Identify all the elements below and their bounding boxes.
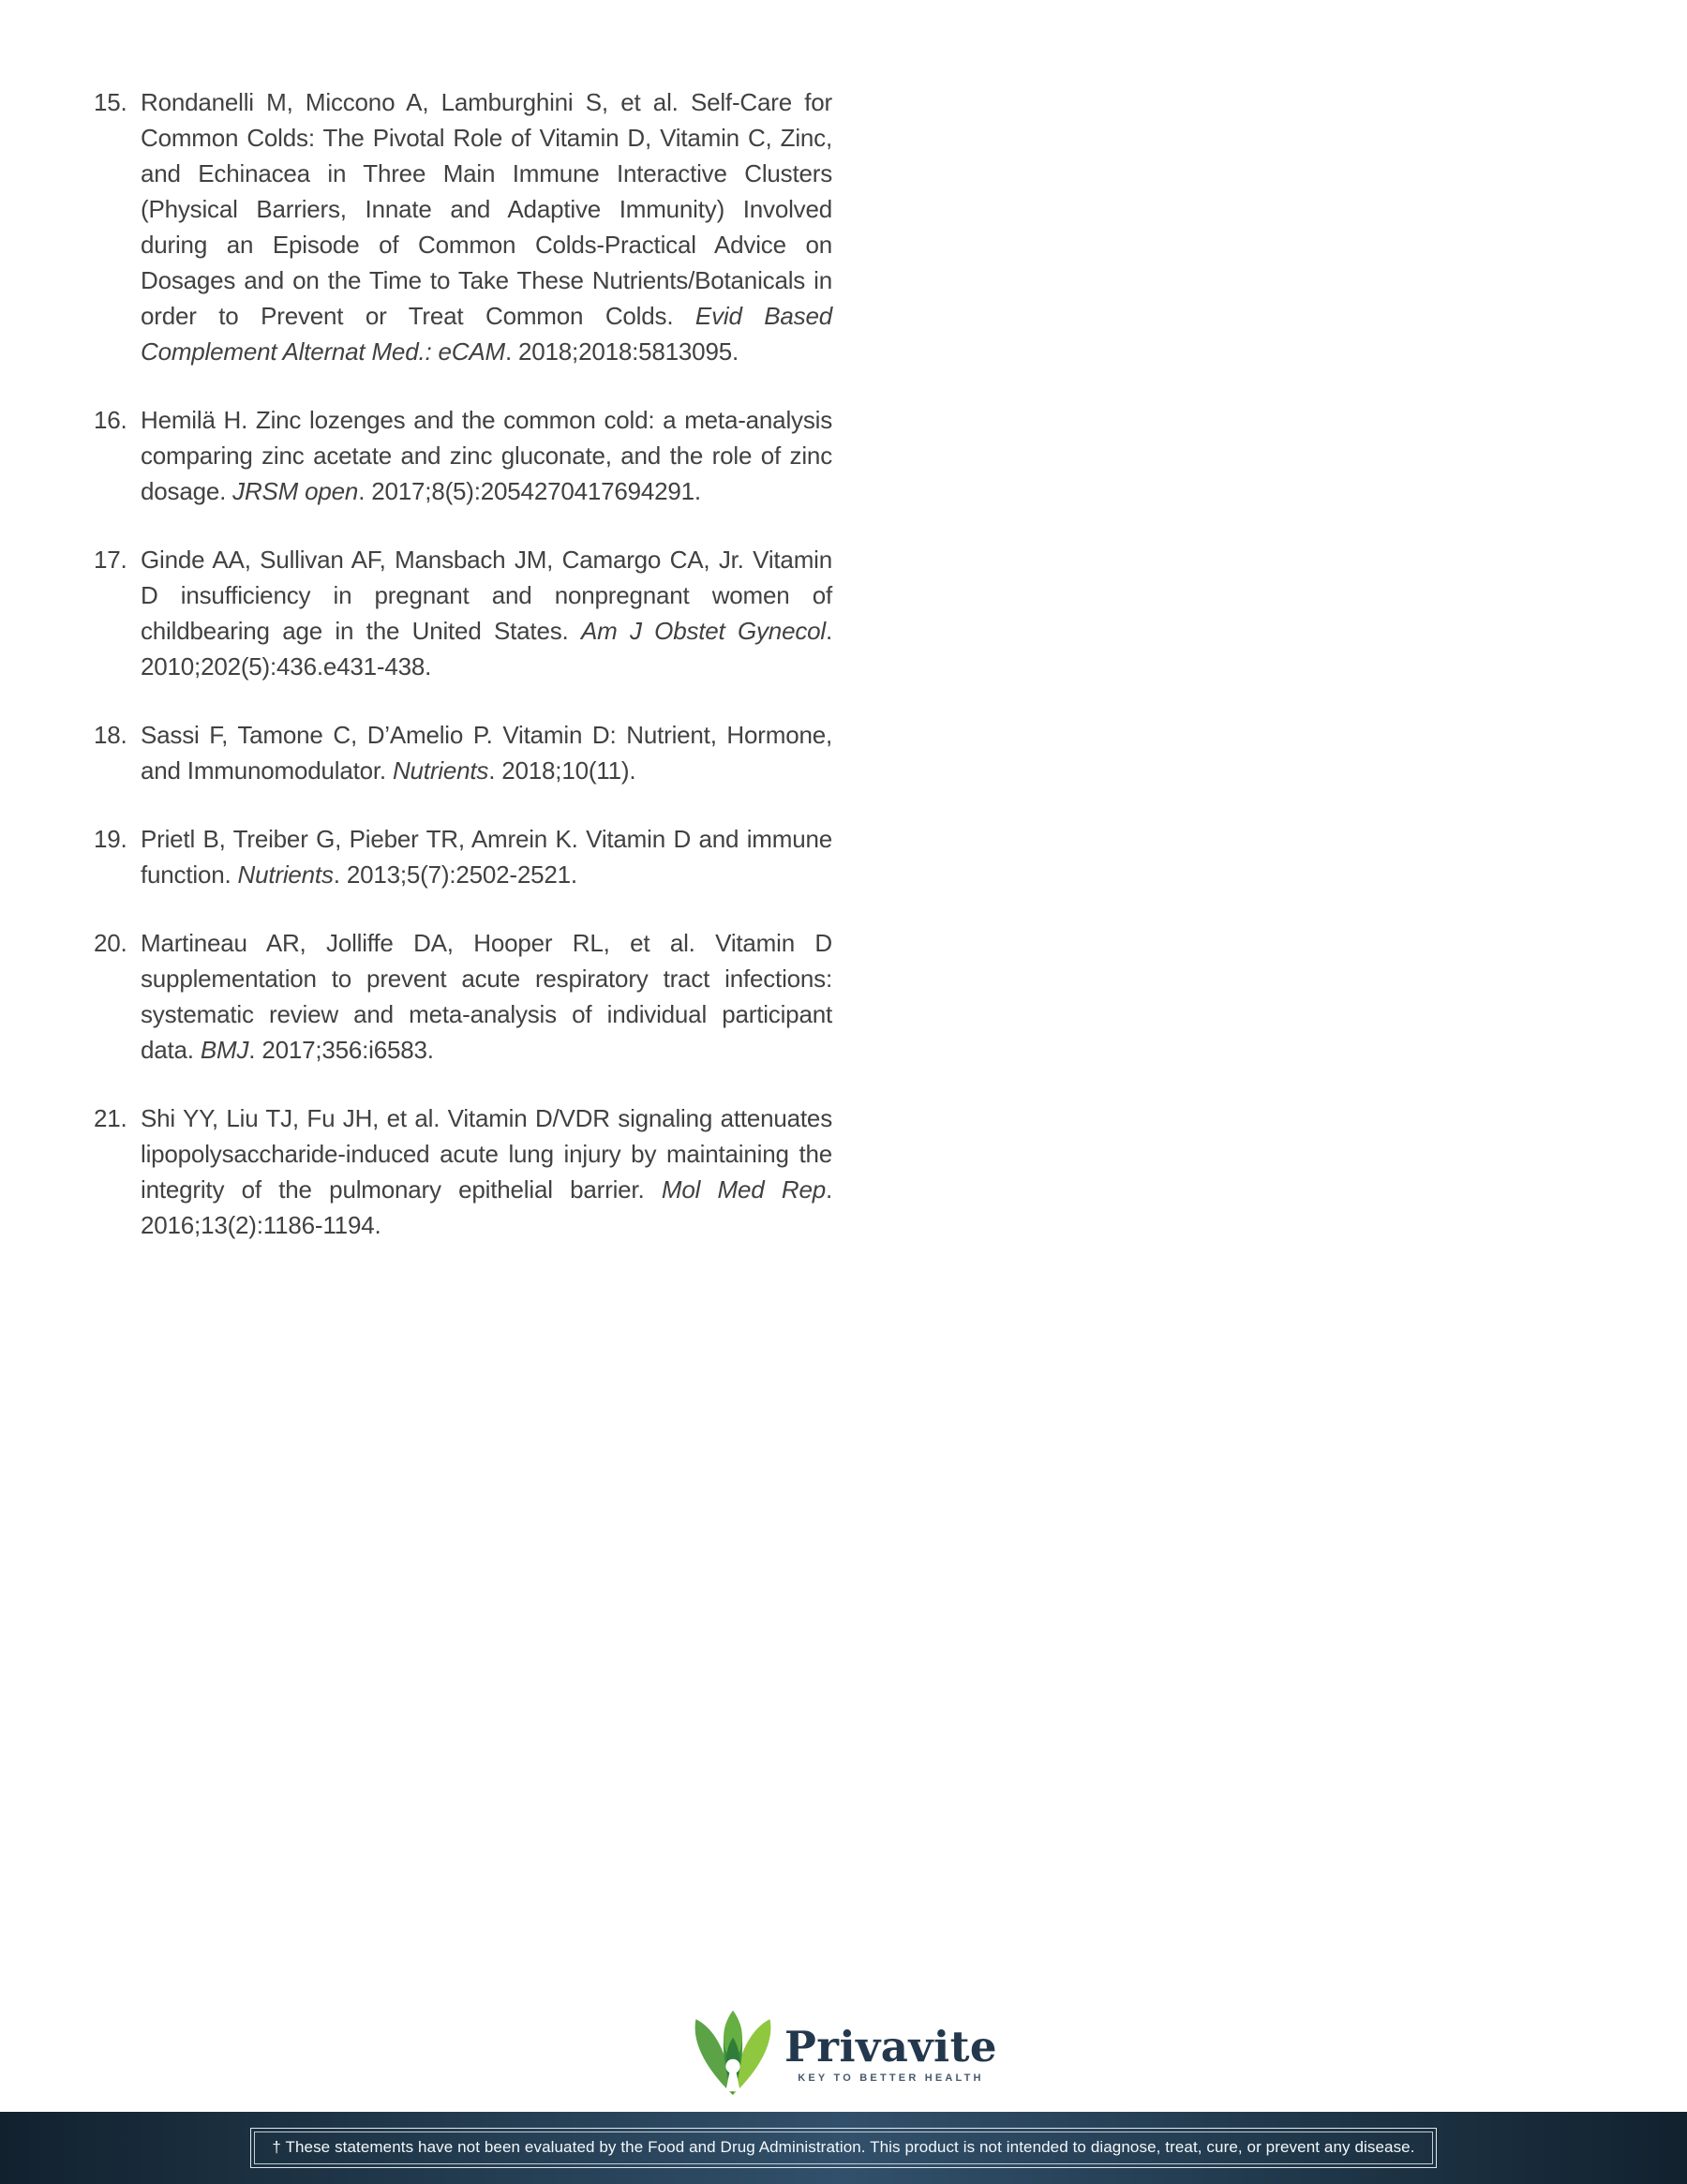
reference-citation: . 2013;5(7):2502-2521.: [333, 860, 577, 889]
journal-name: Am J Obstet Gynecol: [580, 617, 826, 645]
journal-name: JRSM open: [232, 477, 359, 505]
reference-citation: . 2018;10(11).: [488, 756, 636, 785]
brand-name: Privavite: [784, 2021, 998, 2072]
reference-item-16: [94, 402, 832, 509]
journal-name: Nutrients: [237, 860, 334, 889]
reference-item-21: [94, 1100, 832, 1243]
disclaimer-box: [250, 2128, 1436, 2168]
reference-text: Rondanelli M, Miccono A, Lamburghini S, et al. Self-Care for Common Colds: The Pivotal Role of Vitamin D, Vitamin C, Zinc, and Echinacea in Three Main Immune Interactive Clusters (Physical Barriers, Innate and Adaptive Immunity) Involved during an Episode of Common Colds-Practical Advice on Dosages and on the Time to Take These Nutrients/Botanicals in order to Prevent or Treat Common Colds.: [141, 88, 832, 330]
reference-citation: . 2017;8(5):2054270417694291.: [358, 477, 701, 505]
brand-tagline: KEY TO BETTER HEALTH: [798, 2072, 984, 2084]
reference-number: 15.: [94, 88, 127, 116]
journal-name: BMJ: [200, 1036, 249, 1064]
reference-text: Shi YY, Liu TJ, Fu JH, et al. Vitamin D/VDR signaling attenuates lipopolysaccharide-induced acute lung injury by maintaining the integrity of the pulmonary epithelial barrier.: [141, 1104, 832, 1204]
reference-citation: . 2017;356:i6583.: [248, 1036, 434, 1064]
reference-citation: . 2018;2018:5813095.: [504, 337, 739, 366]
reference-item-15: [94, 84, 832, 369]
reference-text: Martineau AR, Jolliffe DA, Hooper RL, et al. Vitamin D supplementation to prevent acute respiratory tract infections: systematic review and meta-analysis of individual participant data.: [141, 929, 832, 1064]
reference-number: 19.: [94, 825, 127, 853]
reference-citation: . 2016;13(2):1186-1194.: [141, 1175, 833, 1239]
reference-item-18: [94, 717, 832, 788]
reference-text: Hemilä H. Zinc lozenges and the common cold: a meta-analysis comparing zinc acetate and zinc gluconate, and the role of zinc dosage.: [141, 406, 832, 505]
journal-name: Evid Based Complement Alternat Med.: eCAM: [141, 302, 832, 366]
logo-text: [784, 2021, 998, 2084]
reference-number: 18.: [94, 721, 127, 749]
reference-text: Sassi F, Tamone C, D’Amelio P. Vitamin D: Nutrient, Hormone, and Immunomodulator.: [141, 721, 832, 785]
privavite-logo: [0, 2008, 1687, 2100]
reference-citation: . 2010;202(5):436.e431-438.: [141, 617, 832, 681]
reference-number: 20.: [94, 929, 127, 957]
reference-number: 21.: [94, 1104, 127, 1132]
reference-item-17: [94, 542, 832, 684]
journal-name: Mol Med Rep: [661, 1175, 826, 1204]
reference-text: Ginde AA, Sullivan AF, Mansbach JM, Camargo CA, Jr. Vitamin D insufficiency in pregnant and nonpregnant women of childbearing age in the United States.: [141, 546, 832, 645]
disclaimer-text: † These statements have not been evaluated by the Food and Drug Administration. This product is not intended to diagnose, treat, cure, or prevent any disease.: [272, 2138, 1415, 2156]
reference-item-20: [94, 925, 832, 1068]
reference-number: 17.: [94, 546, 127, 574]
journal-name: Nutrients: [392, 756, 489, 785]
footer-disclaimer-bar: [0, 2112, 1687, 2184]
reference-number: 16.: [94, 406, 127, 434]
reference-item-19: [94, 821, 832, 892]
reference-list: [94, 84, 832, 1243]
reference-text: Prietl B, Treiber G, Pieber TR, Amrein K. Vitamin D and immune function.: [141, 825, 832, 889]
leaf-keyhole-icon: [690, 2008, 776, 2100]
